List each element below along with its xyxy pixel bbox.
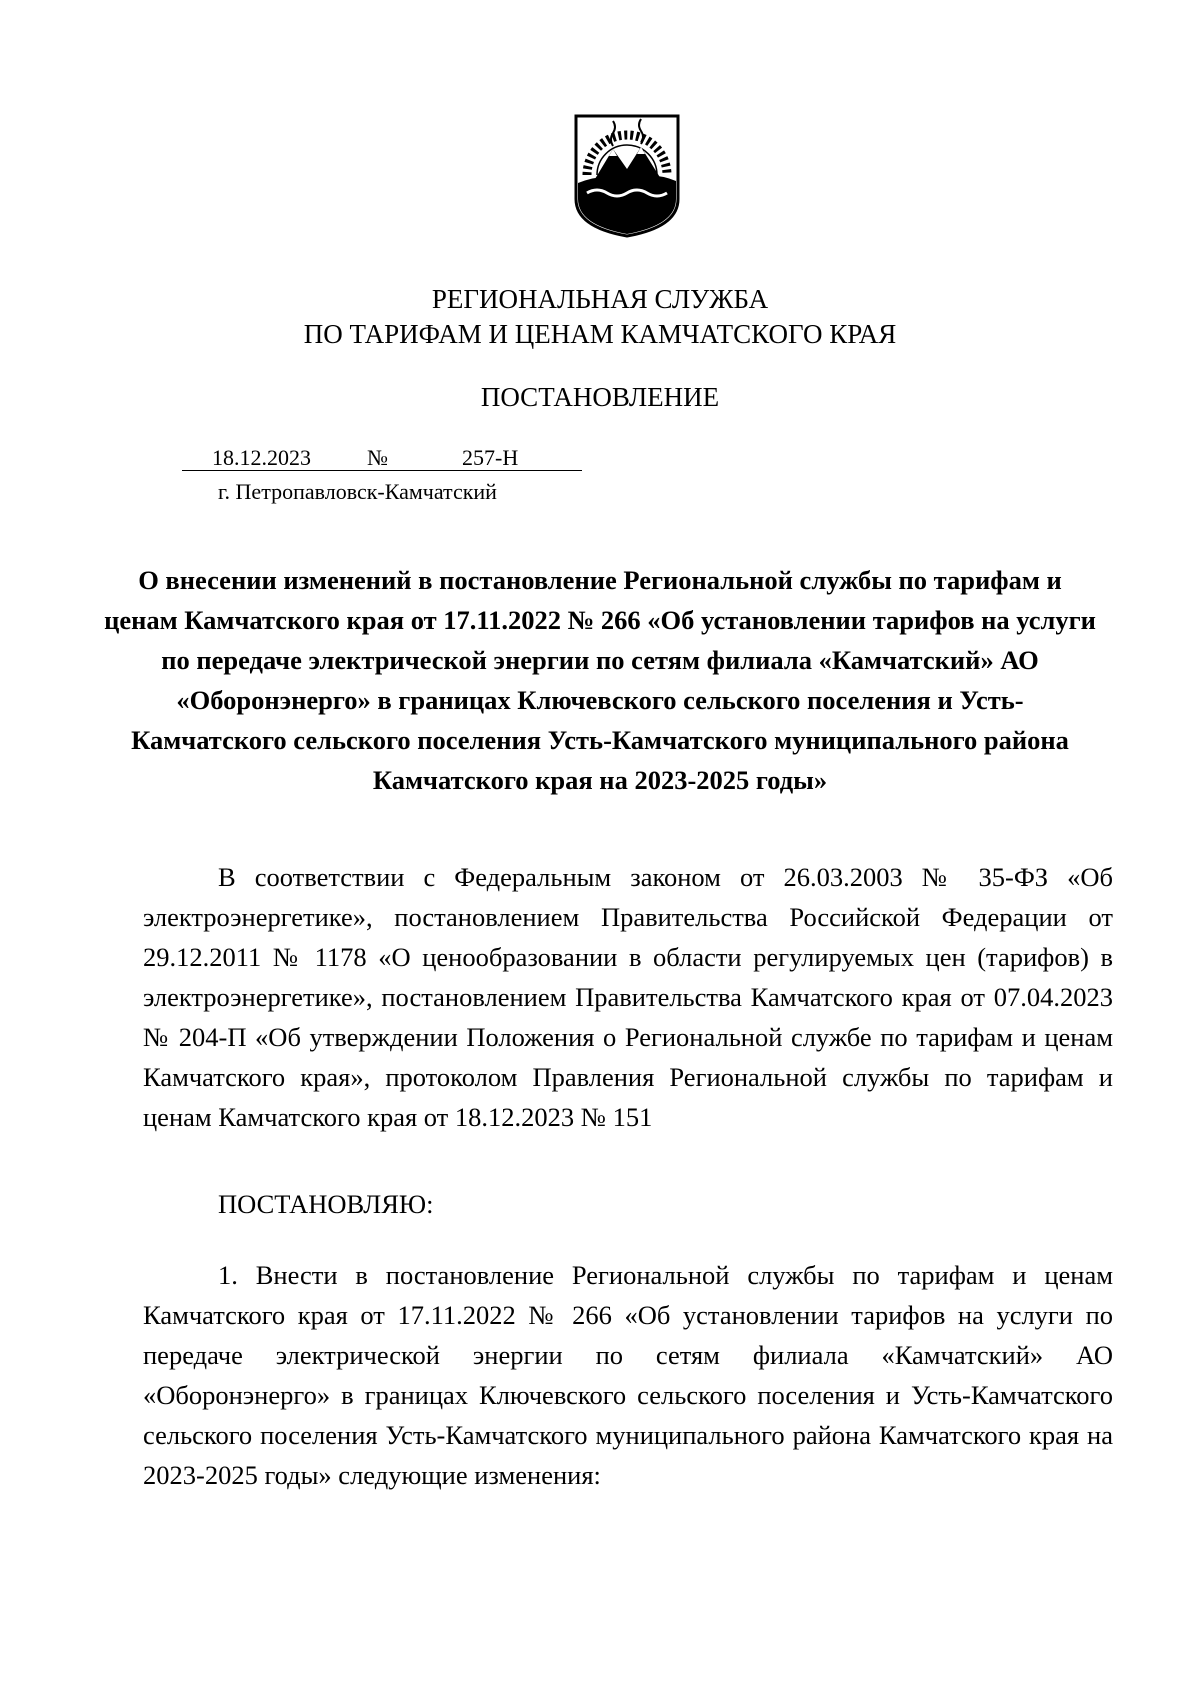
decree-heading: ПОСТАНОВЛЯЮ: bbox=[218, 1189, 434, 1219]
preamble-paragraph: В соответствии с Федеральным законом от 26.03.2003 № 35-ФЗ «Об электроэнергетике», постановлением Правительства Российской Федерации от 29.12.2011 № 1178 «О ценообразовании в области регулируемых цен (тарифов) в электроэнергетике», постановлением Правительства Камчатского края от 07.04.2023 № 204-П «Об утверждении Положения о Региональной службе по тарифам и ценам Камчатского края», протоколом Правления Региональной службы по тарифам и ценам Камчатского края от 18.12.2023 № 151 bbox=[143, 862, 1113, 1132]
document-date: 18.12.2023 bbox=[212, 445, 311, 470]
document-title: О внесении изменений в постановление Региональной службы по тарифам и ценам Камчатского края от 17.11.2022 № 266 «Об установлении тарифов на услуги по передаче электрической энергии по сетям филиала «Камчатский» АО «Оборонэнерго» в границах Ключевского сельского поселения и Усть-Камчатского сельского поселения Усть-Камчатского муниципального района Камчатского края на 2023-2025 годы» bbox=[104, 565, 1096, 795]
kamchatka-coat-of-arms-icon bbox=[573, 113, 681, 239]
agency-name-line1: РЕГИОНАЛЬНАЯ СЛУЖБА bbox=[431, 284, 769, 314]
document-type: ПОСТАНОВЛЕНИЕ bbox=[480, 382, 720, 412]
document-city: г. Петропавловск-Камчатский bbox=[218, 479, 497, 504]
item-1-paragraph: 1. Внести в постановление Региональной службы по тарифам и ценам Камчатского края от 17.11.2022 № 266 «Об установлении тарифов на услуги по передаче электрической энергии по сетям филиала «Камчатский» АО «Оборонэнерго» в границах Ключевского сельского поселения и Усть-Камчатского сельского поселения Усть-Камчатского муниципального района Камчатского края на 2023-2025 годы» следующие изменения: bbox=[143, 1260, 1113, 1490]
document-number: 257-Н bbox=[462, 445, 519, 470]
number-sign: № bbox=[367, 445, 388, 470]
agency-name-line2: ПО ТАРИФАМ И ЦЕНАМ КАМЧАТСКОГО КРАЯ bbox=[303, 319, 897, 349]
date-number-line bbox=[182, 446, 582, 471]
